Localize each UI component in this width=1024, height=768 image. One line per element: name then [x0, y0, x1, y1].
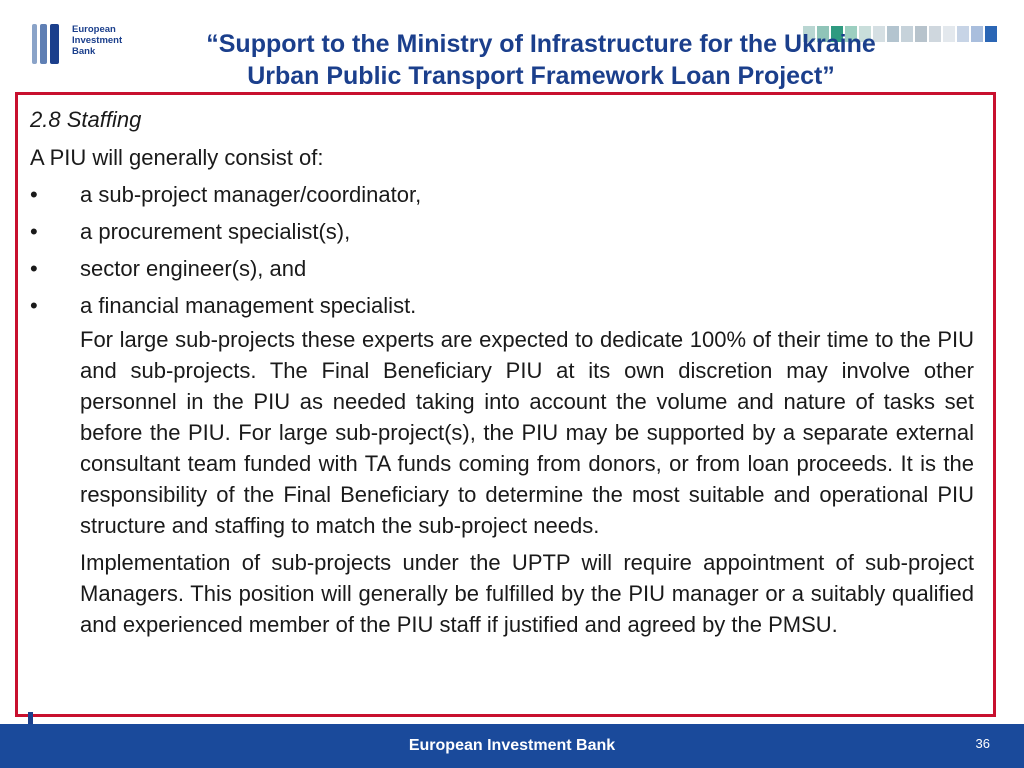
content-frame [15, 92, 996, 717]
list-item [30, 287, 974, 324]
decorative-square [957, 26, 969, 42]
bullet-text: a financial management specialist. [80, 293, 417, 318]
title-line-1: “Support to the Ministry of Infrastructure for the Ukraine [206, 30, 876, 58]
logo-line-1: European [72, 24, 116, 35]
bullet-icon: • [30, 219, 38, 244]
paragraph-experts: For large sub-projects these experts are expected to dedicate 100% of their time to the PIU and sub-projects. The Final Beneficiary PIU at its own discretion may involve other personnel in the PIU as needed taking into account the volume and nature of tasks set before the PIU. For large sub-project(s), the PIU may be supported by a separate external consultant team funded with TA funds coming from donors, or from loan proceeds. It is the responsibility of the Final Beneficiary to determine the most suitable and operational PIU structure and staffing to match the sub-project needs. [80, 327, 974, 538]
bullet-text: sector engineer(s), and [80, 256, 307, 281]
section-heading: 2.8 Staffing [30, 107, 142, 132]
eib-logo-wordmark [72, 24, 142, 57]
logo-line-3: Bank [72, 46, 96, 57]
list-item [30, 176, 974, 213]
bullet-text: a sub-project manager/coordinator, [80, 182, 422, 207]
list-item [30, 213, 974, 250]
eib-logo [30, 22, 130, 66]
bullet-list [30, 176, 974, 324]
bullet-text: a procurement specialist(s), [80, 219, 351, 244]
decorative-square [971, 26, 983, 42]
bullet-icon: • [30, 182, 38, 207]
title-line-2: Urban Public Transport Framework Loan Project” [247, 62, 835, 90]
logo-line-2: Investment [72, 35, 123, 46]
slide-content [30, 101, 974, 646]
eib-logo-mark-icon [30, 24, 68, 64]
bullet-icon: • [30, 293, 38, 318]
decorative-square [985, 26, 997, 42]
decorative-square [943, 26, 955, 42]
footer-bar [0, 724, 1024, 768]
bullet-icon: • [30, 256, 38, 281]
slide-title [150, 28, 932, 92]
page-number: 36 [975, 736, 990, 751]
intro-text: A PIU will generally consist of: [30, 145, 324, 170]
footer-text: European Investment Bank [408, 737, 616, 754]
paragraph-implementation: Implementation of sub-projects under the UPTP will require appointment of sub-project Managers. This position will generally be fulfilled by the PIU manager or a suitably qualified and experienced member of the PIU staff if justified and agreed by the PMSU. [80, 550, 974, 637]
list-item [30, 250, 974, 287]
